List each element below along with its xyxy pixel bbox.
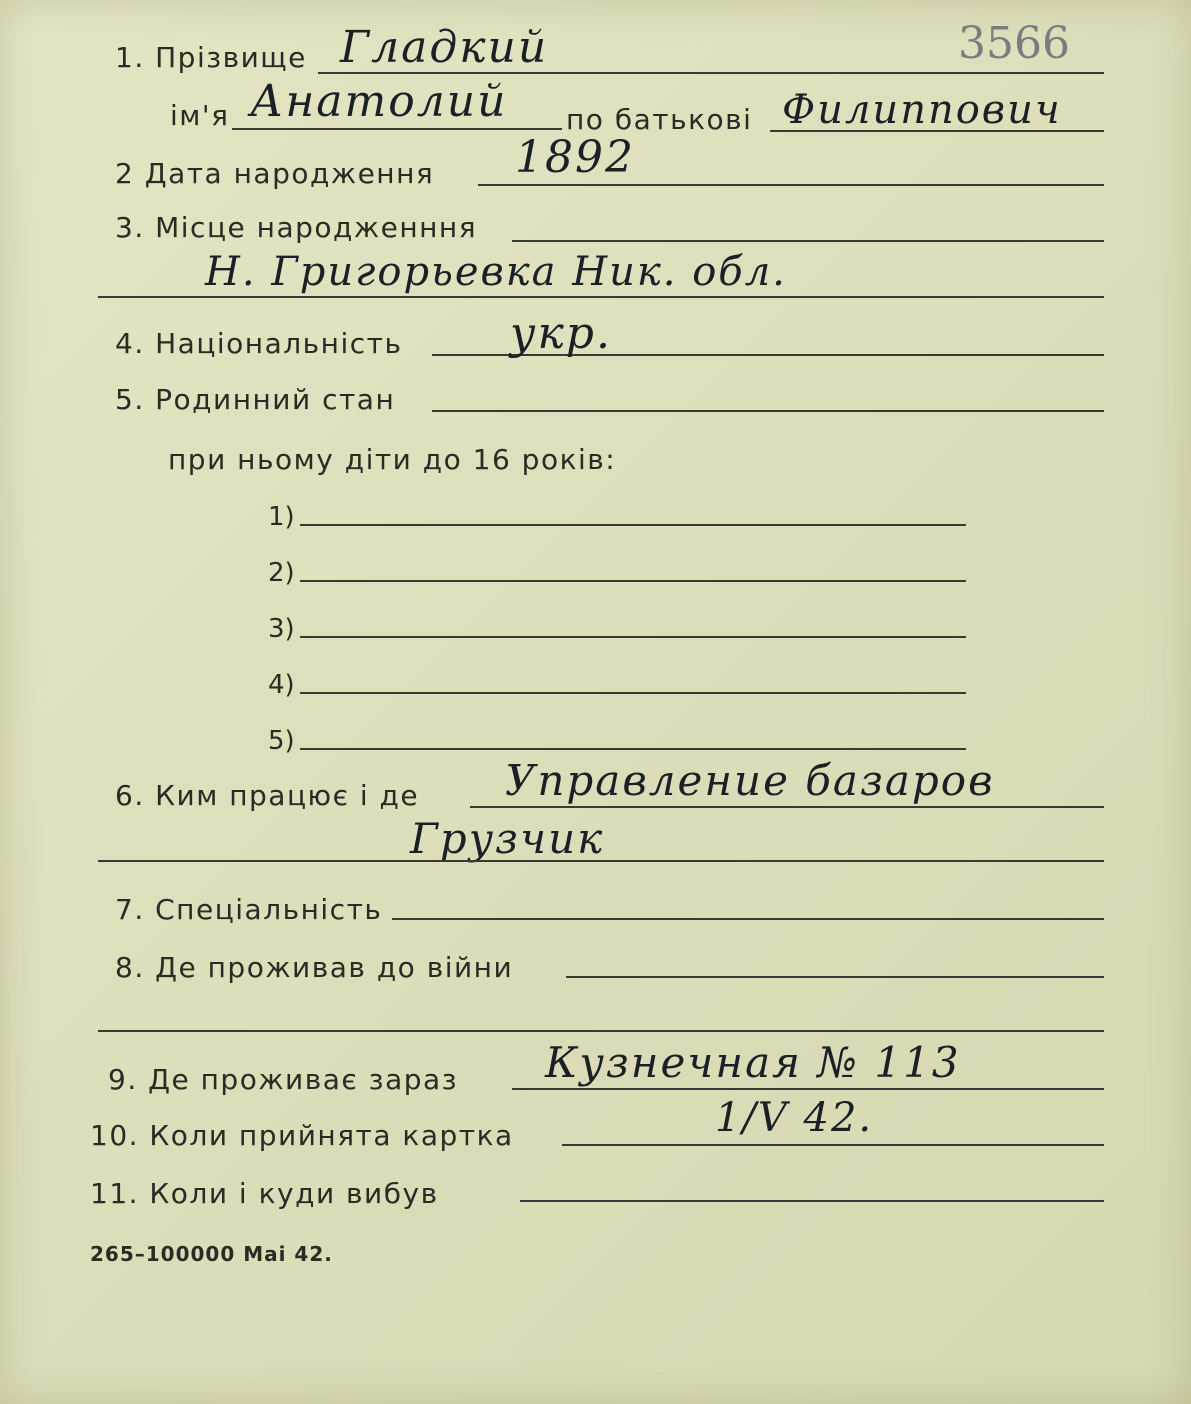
children-label: при ньому діти до 16 років:: [168, 443, 617, 476]
child-4-label: 4): [268, 670, 295, 700]
prewar-residence-line-2: [98, 1030, 1104, 1032]
child-5-line: [300, 748, 966, 750]
birth-place-line: [512, 240, 1104, 242]
work-value-line2: Грузчик: [410, 814, 605, 863]
print-mark: 265–100000 Mai 42.: [90, 1242, 333, 1266]
birth-date-value: 1892: [515, 132, 635, 183]
child-2-line: [300, 580, 966, 582]
departed-label: 11. Коли і куди вибув: [90, 1177, 439, 1210]
child-1-label: 1): [268, 502, 295, 532]
patronymic-label: по батькові: [566, 103, 753, 136]
card-accepted-label: 10. Коли прийнята картка: [90, 1119, 514, 1152]
prewar-residence-line: [566, 976, 1104, 978]
departed-line: [520, 1200, 1104, 1202]
child-3-label: 3): [268, 614, 295, 644]
patronymic-value: Филиппович: [782, 87, 1062, 133]
current-residence-line: [512, 1088, 1104, 1090]
surname-value: Гладкий: [340, 22, 549, 73]
name-value: Анатолий: [250, 76, 508, 127]
card-number: 3566: [958, 18, 1070, 69]
work-value-line1: Управление базаров: [505, 756, 995, 805]
prewar-residence-label: 8. Де проживав до війни: [115, 951, 514, 984]
specialty-label: 7. Спеціальність: [115, 893, 383, 926]
birth-place-label: 3. Місце народженння: [115, 211, 478, 244]
work-line: [470, 806, 1104, 808]
child-1-line: [300, 524, 966, 526]
current-residence-label: 9. Де проживає зараз: [108, 1063, 459, 1096]
child-5-label: 5): [268, 726, 295, 756]
birth-date-line: [478, 184, 1104, 186]
birth-place-value: Н. Григорьевка Ник. обл.: [205, 249, 787, 295]
work-line-2: [98, 860, 1104, 862]
work-label: 6. Ким працює і де: [115, 779, 420, 812]
surname-label: 1. Прізвище: [115, 41, 307, 74]
birth-place-line-2: [98, 296, 1104, 298]
child-4-line: [300, 692, 966, 694]
family-status-label: 5. Родинний стан: [115, 383, 396, 416]
specialty-line: [392, 918, 1104, 920]
child-2-label: 2): [268, 558, 295, 588]
name-label: ім'я: [170, 99, 230, 132]
card-accepted-line: [562, 1144, 1104, 1146]
nationality-label: 4. Національність: [115, 327, 403, 360]
current-residence-value: Кузнечная № 113: [545, 1038, 961, 1087]
family-status-line: [432, 410, 1104, 412]
name-line: [232, 128, 562, 130]
nationality-value: укр.: [510, 308, 612, 359]
birth-date-label: 2 Дата народження: [115, 157, 435, 190]
card-accepted-value: 1/V 42.: [715, 1095, 874, 1141]
child-3-line: [300, 636, 966, 638]
